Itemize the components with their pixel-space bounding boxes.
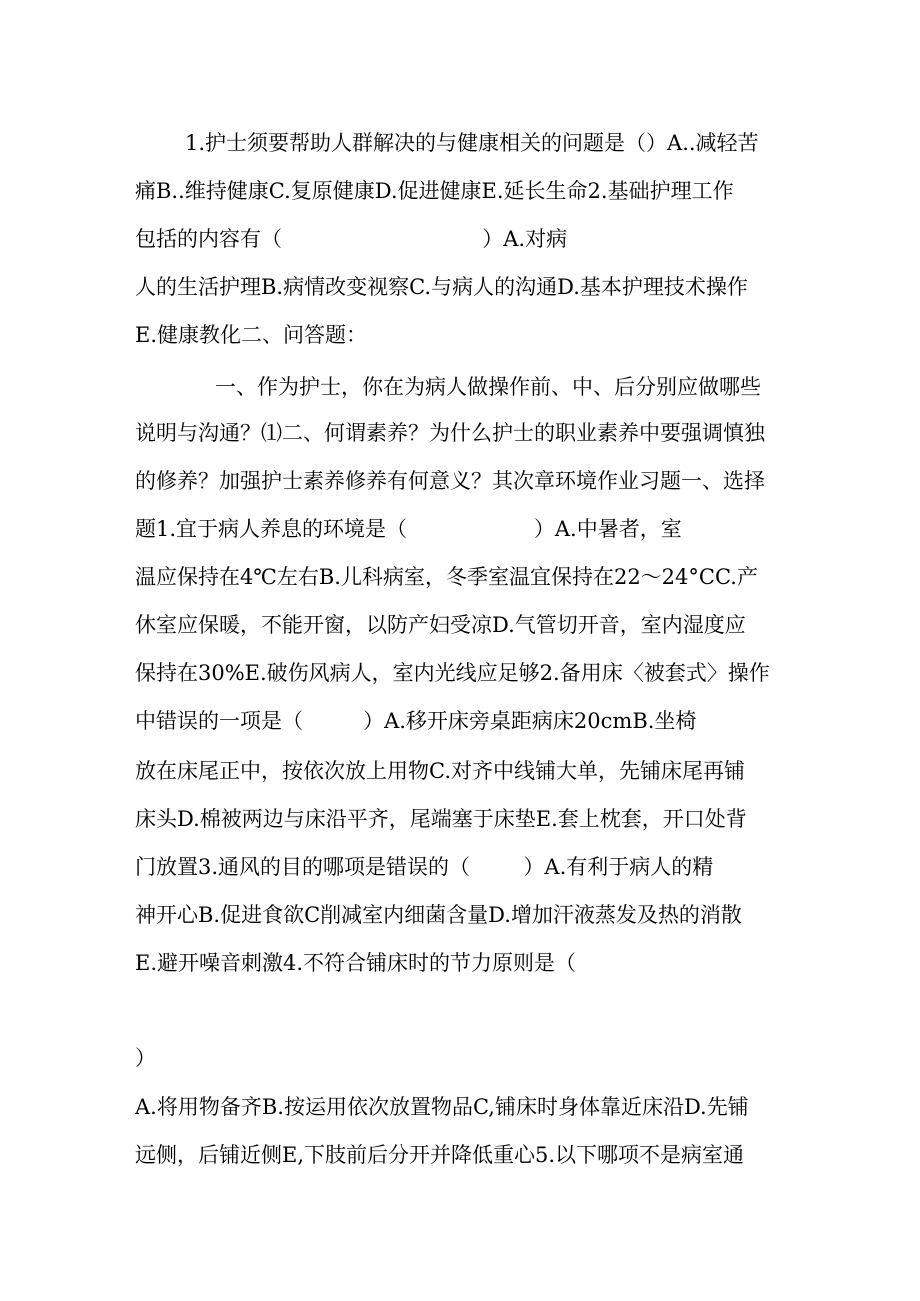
- text-line-10: 温应保持在4℃左右B.儿科病室，冬季室温宜保持在22～24°CC.产: [135, 565, 758, 589]
- text-line-15: 床头D.棉被两边与床沿平齐，尾端塞于床垫E.套上枕套，开口处背: [135, 807, 747, 831]
- text-line-12: 保持在30%E.破伤风病人，室内光线应足够2.备用床〈被套式〉操作: [135, 661, 770, 685]
- text-line-2: 痛B..维持健康C.复原健康D.促进健康E.延长生命2.基础护理工作: [135, 179, 734, 203]
- text-line-21: 远侧，后铺近侧E,下肢前后分开并降低重心5.以下哪项不是病室通: [135, 1143, 745, 1167]
- text-line-6: 一、作为护士，你在为病人做操作前、中、后分别应做哪些: [215, 375, 761, 399]
- text-line-9: 题1.宜于病人养息的环境是（ ）A.中暑者，室: [135, 517, 682, 541]
- text-line-17: 神开心B.促进食欲C削减室内细菌含量D.增加汗液蒸发及热的消散: [135, 903, 742, 927]
- text-line-4: 人的生活护理B.病情改变视察C.与病人的沟通D.基本护理技术操作: [135, 275, 748, 299]
- text-line-20: A.将用物备齐B.按运用依次放置物品C,铺床时身体靠近床沿D.先铺: [135, 1095, 749, 1119]
- text-line-8: 的修养？加强护士素养修养有何意义？其次章环境作业习题一、选择: [135, 469, 765, 493]
- text-line-18: E.避开噪音刺激4.不符合铺床时的节力原则是（: [135, 951, 577, 975]
- text-line-5: E.健康教化二、问答题：: [135, 323, 368, 347]
- text-line-19: ）: [135, 1046, 156, 1070]
- text-line-14: 放在床尾正中，按依次放上用物C.对齐中线铺大单，先铺床尾再铺: [135, 759, 745, 783]
- text-line-7: 说明与沟通？⑴二、何谓素养？为什么护士的职业素养中要强调慎独: [135, 421, 765, 445]
- text-line-1: 1.护士须要帮助人群解决的与健康相关的问题是（）A..减轻苦: [185, 131, 759, 155]
- text-line-3: 包括的内容有（ ）A.对病: [135, 227, 568, 251]
- text-line-11: 休室应保暖，不能开窗，以防产妇受凉D.气管切开音，室内湿度应: [135, 613, 746, 637]
- text-line-16: 门放置3.通风的目的哪项是错误的（ ）A.有利于病人的精: [135, 855, 714, 879]
- text-line-13: 中错误的一项是（ ）A.移开床旁桌距病床20cmB.坐椅: [135, 709, 697, 733]
